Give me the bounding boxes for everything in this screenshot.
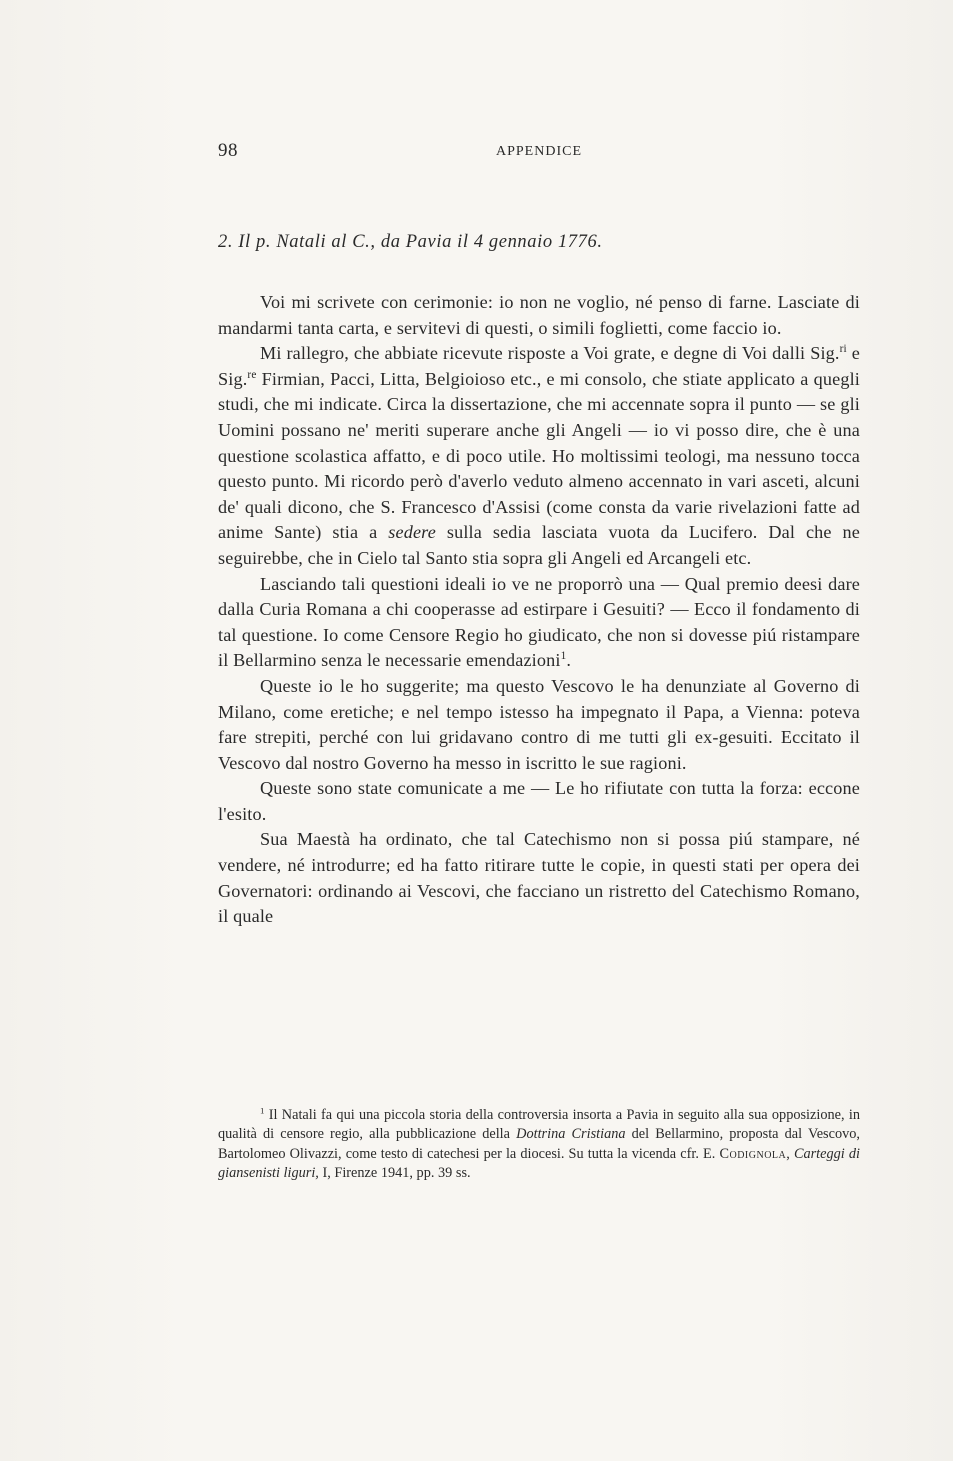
footnote-marker: 1 <box>260 1105 265 1116</box>
letter-heading: 2. Il p. Natali al C., da Pavia il 4 gennaio 1776. <box>218 232 603 252</box>
footnote-text-a: Il Natali fa qui una piccola storia della controversia insorta a Pavia in seguito alla sua opposizione, in qualità di censore regio, alla pubblicazione della <box>218 1107 860 1143</box>
paragraph-5: Queste sono state comunicate a me — Le ho rifiutate con tutta la forza: eccone l'esito. <box>218 778 860 824</box>
footnote-title-carteggi: Carteggi di giansenisti liguri, <box>218 1145 860 1182</box>
paragraph-3-text-b: . <box>566 650 572 671</box>
paragraph-2-text-d: sulla sedia lasciata vuota da Lucifero. Dal che ne seguirebbe, che in Cielo tal Santo stia sopra gli Angeli ed Arcangeli etc. <box>218 522 861 568</box>
footnotes <box>218 1106 860 1184</box>
footnote-text-d: I, Firenze 1941, pp. 39 ss. <box>318 1165 471 1182</box>
letter-body <box>218 290 860 930</box>
running-head <box>218 140 860 168</box>
footnote-reference[interactable]: 1 <box>560 650 567 663</box>
paragraph-3 <box>218 572 860 674</box>
paragraph-2-italic-word: sedere <box>388 522 436 543</box>
superscript-ri: ri <box>839 343 847 356</box>
footnote-text-c: , <box>786 1145 794 1162</box>
paragraph-2-text-a: Mi rallegro, che abbiate ricevute risposte a Voi grate, e degne di Voi dalli Sig. <box>260 343 840 364</box>
footnote-text-b: del Bellarmino, proposta dal Vescovo, Bartolomeo Olivazzi, come testo di catechesi per la diocesi. Su tutta la vicenda cfr. E. <box>218 1126 860 1162</box>
footnote-author: Codignola <box>719 1145 787 1162</box>
paragraph-6: Sua Maestà ha ordinato, che tal Catechismo non si possa piú stampare, né vendere, né introdurre; ed ha fatto ritirare tutte le copie, in questi stati per opera dei Governatori: ordinando ai Vescovi, che facciano un ristretto del Catechismo Romano, il quale <box>218 829 860 927</box>
paragraph-1: Voi mi scrivete con cerimonie: io non ne voglio, né penso di farne. Lasciate di mandarmi tanta carta, e servitevi di questi, o simili foglietti, come faccio io. <box>218 292 860 338</box>
paragraph-2 <box>218 341 860 571</box>
running-title: APPENDICE <box>495 144 582 159</box>
paragraph-4: Queste io le ho suggerite; ma questo Vescovo le ha denunziate al Governo di Milano, come eretiche; e nel tempo istesso ha impegnato il Papa, a Vienna: poteva fare strepiti, perché con lui gridavano contro di me tutti gli ex-gesuiti. Eccitato il Vescovo dal nostro Governo ha messo in iscritto le sue ragioni. <box>218 675 860 773</box>
paragraph-3-text-a: Lasciando tali questioni ideali io ve ne proporrò una — Qual premio deesi dare dalla Curia Romana a chi cooperasse ad estirpare i Gesuiti? — Ecco il fondamento di tal questione. Io come Censore Regio ho giudicato, che non si dovesse piú ristampare il Bellarmino senza le necessarie emendazioni <box>218 573 860 671</box>
footnote-title-dottrina: Dottrina Cristiana <box>516 1126 626 1143</box>
paragraph-2-text-b: e Sig. <box>218 343 860 389</box>
page-number: 98 <box>218 140 238 161</box>
paragraph-2-text-c: Firmian, Pacci, Litta, Belgioioso etc., e mi consolo, che stiate applicato a quegli studi, che mi indicate. Circa la dissertazione, che mi accennate sopra il punto — se gli Uomini possano ne' meriti superare anche gli Angeli — io vi posso dire, che è una questione scolastica affatto, e di poco utile. Ho moltissimi teologi, ma nessuno tocca questo punto. Mi ricordo però d'averlo veduto almeno accennato in vari asceti, alcuni de' quali dicono, che S. Francesco d'Assisi (come consta da varie rivelazioni fatte ad anime Sante) stia a <box>218 368 860 543</box>
footnote-1 <box>218 1106 860 1184</box>
superscript-re: re <box>247 369 257 382</box>
